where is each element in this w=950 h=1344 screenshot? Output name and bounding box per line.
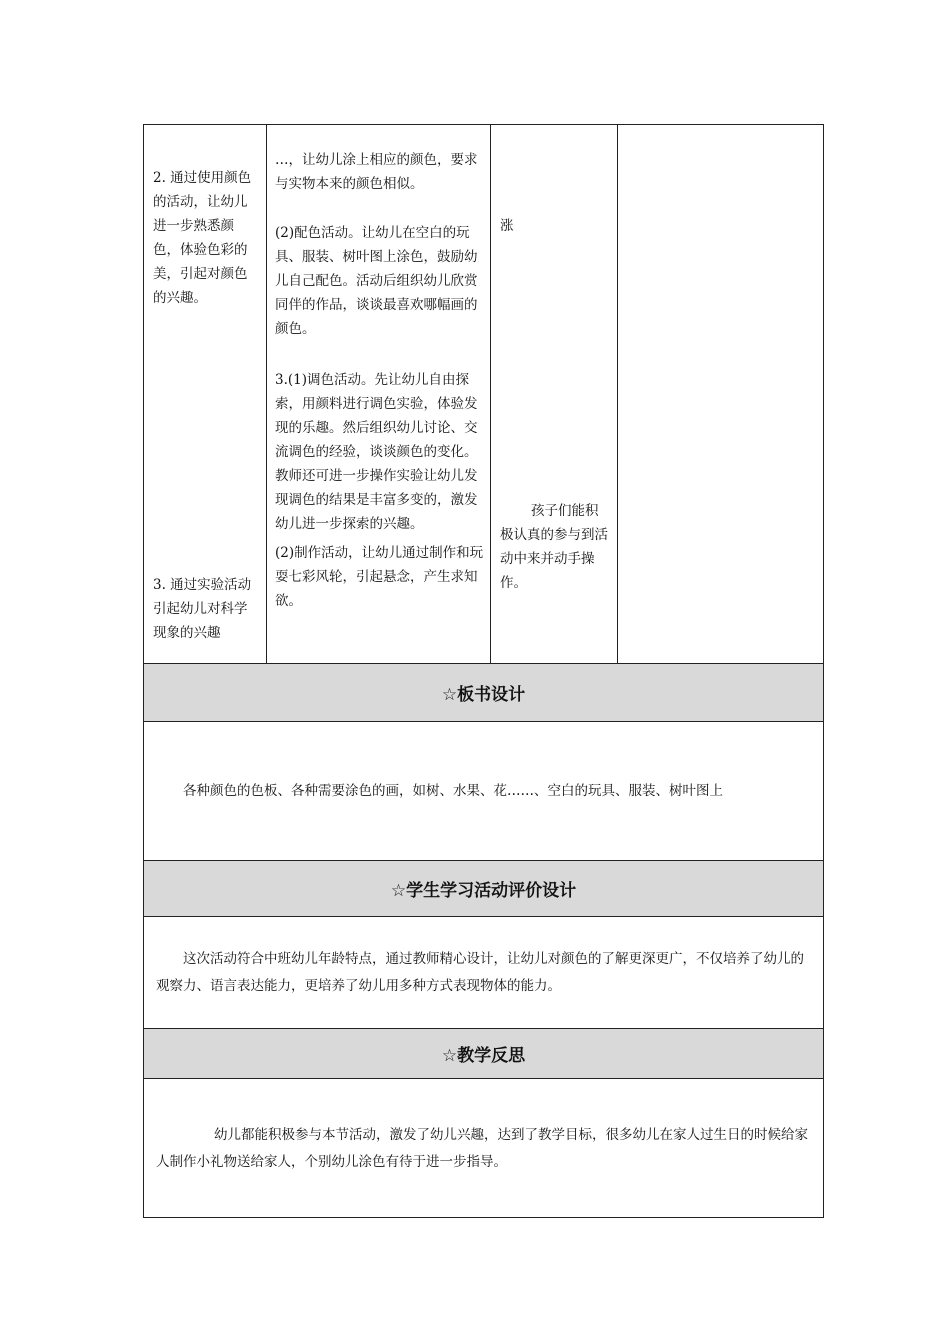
activity-table-row <box>143 124 824 664</box>
goal-3-text: 3. 通过实验活动引起幼儿对科学现象的兴趣 <box>153 577 252 641</box>
teaching-reflection-text: 幼儿都能积极参与本节活动，激发了幼儿兴趣，达到了教学目标，很多幼儿在家人过生日的时候给家人制作小礼物送给家人，个别幼儿涂色有待于进一步指导。 <box>156 1127 809 1170</box>
lesson-plan-page <box>143 124 824 1218</box>
notes-cell <box>618 125 823 663</box>
process-text-1: …，让幼儿涂上相应的颜色，要求与实物本来的颜色相似。 <box>275 152 478 192</box>
evaluation-design-header: ☆学生学习活动评价设计 <box>143 861 824 917</box>
board-design-header: ☆板书设计 <box>143 664 824 722</box>
evaluation-design-text: 这次活动符合中班幼儿年龄特点，通过教师精心设计，让幼儿对颜色的了解更深更广，不仅培养了幼儿的观察力、语言表达能力，更培养了幼儿用多种方式表现物体的能力。 <box>156 951 804 994</box>
process-text-2: (2)配色活动。让幼儿在空白的玩具、服装、树叶图上涂色，鼓励幼儿自己配色。活动后组织幼儿欣赏同伴的作品，谈谈最喜欢哪幅画的颜色。 <box>275 225 478 337</box>
board-design-body <box>143 722 824 861</box>
goals-cell <box>144 125 267 663</box>
student-text-1: 涨 <box>500 218 514 234</box>
process-text-4: (2)制作活动，让幼儿通过制作和玩耍七彩风轮，引起悬念，产生求知欲。 <box>275 545 484 609</box>
student-activity-cell <box>491 125 618 663</box>
board-design-text: 各种颜色的色板、各种需要涂色的画，如树、水果、花……、空白的玩具、服装、树叶图上 <box>183 783 723 799</box>
process-cell <box>267 125 491 663</box>
evaluation-design-body <box>143 917 824 1029</box>
teaching-reflection-header: ☆教学反思 <box>143 1029 824 1079</box>
student-text-2: 孩子们能积极认真的参与到活动中来并动手操作。 <box>500 503 608 591</box>
process-text-3: 3.(1)调色活动。先让幼儿自由探索，用颜料进行调色实验，体验发现的乐趣。然后组织幼儿讨论、交流调色的经验，谈谈颜色的变化。教师还可进一步操作实验让幼儿发现调色的结果是丰富多变的，激发幼儿进一步探索的兴趣。 <box>275 372 478 532</box>
teaching-reflection-body <box>143 1079 824 1218</box>
goal-2-text: 2. 通过使用颜色的活动，让幼儿进一步熟悉颜色，体验色彩的美，引起对颜色的兴趣。 <box>153 170 252 306</box>
